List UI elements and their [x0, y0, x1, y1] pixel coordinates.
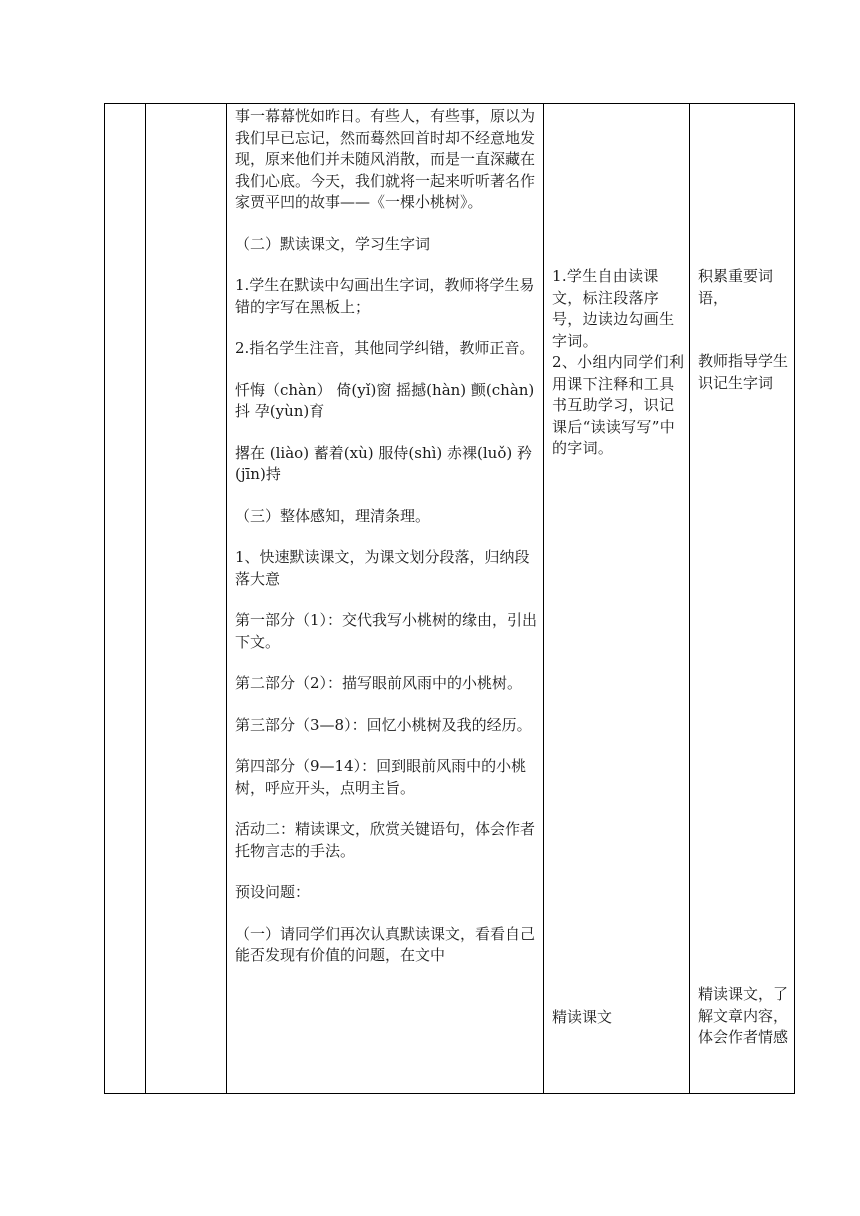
goal-reading: 精读课文，了解文章内容，体会作者情感	[698, 985, 789, 1046]
vocabulary-line: 撂在 (liào) 蓄着(xù) 服侍(shì) 赤裸(luǒ) 矜(jīn)持	[235, 443, 532, 483]
intro-paragraph: 事一幕幕恍如昨日。有些人，有些事，原以为我们早已忘记，然而蓦然回首时却不经意地发现，原来他们并未随风消散，而是一直深藏在我们心底。今天，我们就将一起来听听著名作家贾平凹的故事——《一棵小桃树》。	[235, 107, 536, 211]
question-paragraph: （一）请同学们再次认真默读课文，看看自己能否发现有价值的问题，在文中	[235, 924, 536, 964]
vocabulary-line: 忏悔（chàn） 倚(yǐ)窗 摇撼(hàn) 颤(chàn)抖 孕(yùn)育	[235, 380, 535, 420]
step-paragraph: 1.学生在默读中勾画出生字词，教师将学生易错的字写在黑板上；	[235, 276, 535, 316]
goal-vocabulary: 积累重要词语，	[698, 267, 774, 307]
step-paragraph: 2.指名学生注音，其他同学纠错，教师正音。	[235, 339, 535, 357]
lesson-plan-table	[104, 103, 795, 1094]
part-summary: 第一部分（1）：交代我写小桃树的缘由，引出下文。	[235, 611, 538, 651]
part-summary: 第四部分（9—14）：回到眼前风雨中的小桃树，呼应开头，点明主旨。	[235, 757, 527, 797]
student-activity-3: 精读课文	[552, 1008, 613, 1026]
column-divider	[689, 104, 690, 1093]
column-divider	[145, 104, 146, 1093]
student-activity-cell	[552, 266, 686, 460]
part-summary: 第二部分（2）：描写眼前风雨中的小桃树。	[235, 674, 523, 692]
teacher-activity-cell	[235, 106, 541, 987]
section-heading: （二）默读课文，学习生字词	[235, 234, 431, 253]
goal-teacher-guidance: 教师指导学生识记生字词	[698, 352, 789, 392]
column-divider	[226, 104, 227, 1093]
part-summary: 第三部分（3—8）：回忆小桃树及我的经历。	[235, 715, 532, 734]
preset-question-label: 预设问题：	[235, 883, 311, 901]
column-divider	[543, 104, 544, 1093]
student-activity-1: 1.学生自由读课文，标注段落序号，边读边勾画生字词。	[552, 267, 675, 350]
section-heading: （三）整体感知，理清条理。	[235, 506, 431, 525]
student-activity-2: 2、小组内同学们利用课下注释和工具书互助学习，识记课后“读读写写”中的字词。	[552, 353, 685, 457]
activity-heading: 活动二：精读课文，欣赏关键语句，体会作者托物言志的手法。	[235, 820, 536, 860]
goal-cell	[698, 266, 790, 394]
step-paragraph: 1、快速默读课文，为课文划分段落，归纳段落大意	[235, 548, 530, 588]
